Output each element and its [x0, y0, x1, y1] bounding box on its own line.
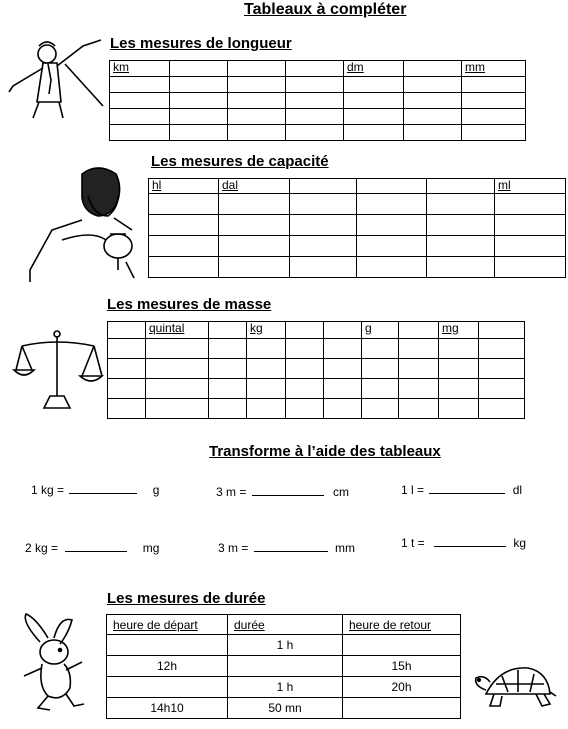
masse-cell[interactable] — [209, 339, 247, 359]
duree-cell[interactable]: 50 mn — [228, 698, 343, 719]
longueur-cell[interactable] — [228, 77, 286, 93]
masse-cell[interactable] — [399, 399, 439, 419]
table-row — [108, 379, 525, 399]
scale-icon — [12, 330, 102, 412]
duree-header-cell: durée — [228, 615, 343, 635]
exercise-unit: cm — [333, 485, 350, 499]
longueur-cell[interactable] — [344, 77, 404, 93]
capacite-header-cell: hl — [149, 179, 219, 194]
masse-cell[interactable] — [108, 399, 146, 419]
capacite-cell[interactable] — [290, 194, 357, 215]
capacite-cell[interactable] — [219, 257, 290, 278]
exercise-left: 2 kg = — [25, 541, 59, 555]
duree-title: Les mesures de durée — [107, 590, 266, 607]
longueur-header-row — [110, 61, 526, 77]
exercise-4 — [25, 541, 159, 555]
exercise-5 — [218, 541, 355, 555]
masse-header-cell — [399, 322, 439, 339]
duree-cell[interactable]: 14h10 — [107, 698, 228, 719]
masse-cell[interactable] — [247, 359, 286, 379]
masse-cell[interactable] — [286, 339, 324, 359]
masse-cell[interactable] — [362, 379, 399, 399]
duree-cell[interactable]: 15h — [343, 656, 461, 677]
surveyor-icon — [3, 32, 105, 120]
masse-cell[interactable] — [247, 379, 286, 399]
capacite-header-cell: ml — [495, 179, 566, 194]
masse-cell[interactable] — [209, 359, 247, 379]
masse-cell[interactable] — [146, 399, 209, 419]
capacite-header-cell — [357, 179, 427, 194]
masse-cell[interactable] — [324, 399, 362, 419]
masse-cell[interactable] — [286, 359, 324, 379]
capacite-table — [148, 178, 566, 278]
duree-cell[interactable]: 1 h — [228, 635, 343, 656]
capacite-cell[interactable] — [495, 236, 566, 257]
masse-header-cell — [209, 322, 247, 339]
longueur-cell[interactable] — [462, 125, 526, 141]
duree-cell[interactable] — [107, 677, 228, 698]
exercise-3 — [401, 483, 522, 497]
capacite-header-cell: dal — [219, 179, 290, 194]
longueur-cell[interactable] — [286, 77, 344, 93]
capacite-cell[interactable] — [149, 215, 219, 236]
masse-header-cell: kg — [247, 322, 286, 339]
masse-header-cell — [479, 322, 525, 339]
exercise-left: 1 t = — [401, 536, 425, 550]
table-row — [149, 236, 566, 257]
capacite-cell[interactable] — [495, 215, 566, 236]
longueur-cell[interactable] — [170, 125, 228, 141]
capacite-cell[interactable] — [357, 215, 427, 236]
masse-cell[interactable] — [324, 359, 362, 379]
masse-cell[interactable] — [146, 339, 209, 359]
exercise-unit: g — [152, 483, 160, 497]
masse-header-cell — [324, 322, 362, 339]
longueur-header-cell — [286, 61, 344, 77]
masse-cell[interactable] — [286, 379, 324, 399]
longueur-cell[interactable] — [228, 93, 286, 109]
longueur-cell[interactable] — [286, 109, 344, 125]
page-title: Tableaux à compléter — [244, 1, 407, 18]
capacite-cell[interactable] — [149, 257, 219, 278]
masse-title: Les mesures de masse — [107, 296, 272, 313]
masse-cell[interactable] — [479, 399, 525, 419]
longueur-cell[interactable] — [404, 77, 462, 93]
capacite-cell[interactable] — [357, 257, 427, 278]
exercise-unit: mg — [142, 541, 160, 555]
longueur-cell[interactable] — [286, 93, 344, 109]
masse-cell[interactable] — [247, 399, 286, 419]
turtle-icon — [472, 660, 556, 716]
duree-cell[interactable]: 1 h — [228, 677, 343, 698]
capacite-cell[interactable] — [427, 215, 495, 236]
masse-cell[interactable] — [324, 339, 362, 359]
masse-header-cell: quintal — [146, 322, 209, 339]
longueur-cell[interactable] — [462, 109, 526, 125]
capacite-cell[interactable] — [357, 236, 427, 257]
longueur-cell[interactable] — [344, 125, 404, 141]
exercise-left: 1 kg = — [31, 483, 65, 497]
capacite-cell[interactable] — [290, 236, 357, 257]
longueur-cell[interactable] — [170, 93, 228, 109]
table-row — [149, 194, 566, 215]
capacite-cell[interactable] — [427, 236, 495, 257]
masse-cell[interactable] — [439, 359, 479, 379]
masse-cell[interactable] — [108, 379, 146, 399]
longueur-header-cell: dm — [344, 61, 404, 77]
masse-cell[interactable] — [108, 339, 146, 359]
longueur-cell[interactable] — [228, 109, 286, 125]
masse-cell[interactable] — [324, 379, 362, 399]
capacite-cell[interactable] — [427, 257, 495, 278]
capacite-cell[interactable] — [427, 194, 495, 215]
longueur-cell[interactable] — [286, 125, 344, 141]
duree-table — [106, 614, 461, 719]
capacite-header-row — [149, 179, 566, 194]
longueur-header-cell — [228, 61, 286, 77]
masse-cell[interactable] — [247, 339, 286, 359]
duree-cell[interactable] — [343, 635, 461, 656]
masse-cell[interactable] — [146, 359, 209, 379]
capacite-cell[interactable] — [495, 257, 566, 278]
capacite-cell[interactable] — [357, 194, 427, 215]
masse-cell[interactable] — [108, 359, 146, 379]
longueur-cell[interactable] — [170, 109, 228, 125]
exercise-unit: dl — [512, 483, 523, 497]
masse-cell[interactable] — [399, 379, 439, 399]
masse-cell[interactable] — [479, 359, 525, 379]
capacite-cell[interactable] — [290, 215, 357, 236]
masse-cell[interactable] — [439, 339, 479, 359]
duree-cell[interactable]: 12h — [107, 656, 228, 677]
duree-cell[interactable] — [228, 656, 343, 677]
capacite-cell[interactable] — [219, 215, 290, 236]
exercise-2 — [216, 485, 349, 499]
chemist-icon — [22, 160, 142, 282]
table-row — [110, 125, 526, 141]
longueur-header-cell: km — [110, 61, 170, 77]
masse-header-cell: mg — [439, 322, 479, 339]
transforme-title: Transforme à l’aide des tableaux — [209, 443, 441, 460]
masse-header-cell — [108, 322, 146, 339]
masse-cell[interactable] — [362, 359, 399, 379]
longueur-cell[interactable] — [462, 93, 526, 109]
answer-blank[interactable] — [65, 541, 127, 552]
table-row — [110, 93, 526, 109]
longueur-cell[interactable] — [170, 77, 228, 93]
rabbit-icon — [14, 612, 94, 712]
capacite-cell[interactable] — [149, 194, 219, 215]
answer-blank[interactable] — [69, 483, 137, 494]
masse-cell[interactable] — [209, 379, 247, 399]
masse-cell[interactable] — [439, 379, 479, 399]
exercise-left: 3 m = — [218, 541, 249, 555]
table-row — [110, 109, 526, 125]
exercise-6 — [401, 536, 526, 550]
exercise-unit: kg — [513, 536, 527, 550]
masse-cell[interactable] — [286, 399, 324, 419]
longueur-cell[interactable] — [462, 77, 526, 93]
duree-cell[interactable] — [107, 635, 228, 656]
masse-cell[interactable] — [209, 399, 247, 419]
masse-cell[interactable] — [399, 339, 439, 359]
table-row — [149, 215, 566, 236]
masse-table — [107, 321, 525, 419]
longueur-cell[interactable] — [110, 93, 170, 109]
table-row — [110, 77, 526, 93]
capacite-header-cell — [290, 179, 357, 194]
masse-cell[interactable] — [362, 399, 399, 419]
masse-cell[interactable] — [146, 379, 209, 399]
longueur-cell[interactable] — [404, 109, 462, 125]
longueur-title: Les mesures de longueur — [110, 35, 292, 52]
longueur-cell[interactable] — [228, 125, 286, 141]
table-row — [108, 339, 525, 359]
longueur-header-cell — [170, 61, 228, 77]
capacite-cell[interactable] — [219, 236, 290, 257]
capacite-title: Les mesures de capacité — [151, 153, 329, 170]
exercise-unit: mm — [335, 541, 356, 555]
exercise-left: 1 l = — [401, 483, 425, 497]
answer-blank[interactable] — [252, 485, 324, 496]
longueur-cell[interactable] — [404, 125, 462, 141]
longueur-header-cell — [404, 61, 462, 77]
masse-cell[interactable] — [479, 379, 525, 399]
table-row — [108, 359, 525, 379]
table-row — [108, 399, 525, 419]
capacite-cell[interactable] — [219, 194, 290, 215]
masse-cell[interactable] — [399, 359, 439, 379]
duree-header-cell: heure de départ — [107, 615, 228, 635]
masse-header-row — [108, 322, 525, 339]
answer-blank[interactable] — [429, 483, 505, 494]
exercise-left: 3 m = — [216, 485, 247, 499]
longueur-cell[interactable] — [344, 109, 404, 125]
capacite-cell[interactable] — [149, 236, 219, 257]
duree-cell[interactable]: 20h — [343, 677, 461, 698]
longueur-cell[interactable] — [404, 93, 462, 109]
longueur-cell[interactable] — [110, 109, 170, 125]
duree-header-cell: heure de retour — [343, 615, 461, 635]
table-row — [149, 257, 566, 278]
duree-cell[interactable] — [343, 698, 461, 719]
answer-blank[interactable] — [434, 536, 506, 547]
longueur-cell[interactable] — [344, 93, 404, 109]
longueur-cell[interactable] — [110, 125, 170, 141]
masse-cell[interactable] — [479, 339, 525, 359]
masse-header-cell: g — [362, 322, 399, 339]
capacite-header-cell — [427, 179, 495, 194]
exercise-1 — [31, 483, 159, 497]
masse-cell[interactable] — [439, 399, 479, 419]
capacite-cell[interactable] — [290, 257, 357, 278]
answer-blank[interactable] — [254, 541, 328, 552]
capacite-cell[interactable] — [495, 194, 566, 215]
masse-cell[interactable] — [362, 339, 399, 359]
longueur-cell[interactable] — [110, 77, 170, 93]
masse-header-cell — [286, 322, 324, 339]
longueur-table — [109, 60, 526, 141]
longueur-header-cell: mm — [462, 61, 526, 77]
